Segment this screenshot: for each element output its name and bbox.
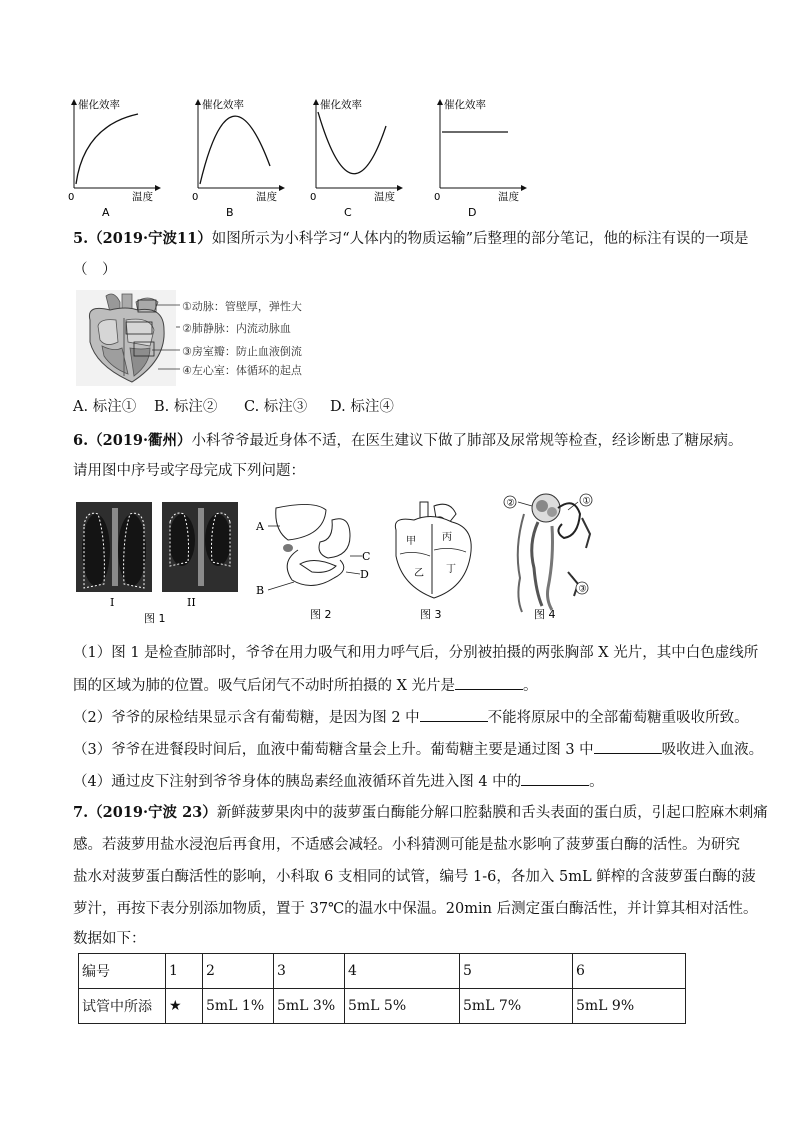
fig4-label-2: ② — [506, 498, 515, 509]
q7-line3: 盐水对菠萝蛋白酶活性的影响，小科取 6 支相同的试管，编号 1-6，各加入 5mL 鲜榨的含菠萝蛋白酶的菠 — [73, 869, 756, 885]
x-axis-label: 温度 — [256, 191, 277, 203]
q6-sub2-tail: 不能将原尿中的全部葡萄糖重吸收所致。 — [487, 710, 749, 726]
q6-sub1-end: 。 — [523, 678, 538, 694]
fig3-label-bing: 丙 — [442, 532, 452, 543]
figure-1-xray — [76, 500, 242, 624]
table-cell: 4 — [345, 954, 460, 989]
option-chart-b — [192, 98, 284, 219]
fig2-label-a: A — [256, 520, 264, 533]
table-row-header — [79, 954, 686, 989]
q6-sub2-text: （2）爷爷的尿检结果显示含有葡萄糖，是因为图 2 中 — [73, 710, 420, 726]
option-label: A — [102, 206, 110, 219]
q5-option-d: D. 标注④ — [330, 399, 394, 415]
q6-sub3 — [73, 739, 763, 760]
q6-sub4-text: （4）通过皮下注射到爷爷身体的胰岛素经血液循环首先进入图 4 中的 — [73, 774, 522, 790]
table-cell: ★ — [166, 989, 203, 1024]
q6-sub1-line2 — [73, 675, 538, 696]
q5-option-a: A. 标注① — [73, 399, 137, 415]
fig1-label-i: I — [110, 596, 115, 609]
q7-line5: 数据如下： — [73, 931, 146, 947]
y-axis-label: 催化效率 — [78, 99, 120, 111]
table-cell: 2 — [203, 954, 274, 989]
x-axis-label: 温度 — [374, 191, 395, 203]
fig3-label-ding: 丁 — [446, 564, 456, 575]
fig2-label-d: D — [360, 568, 369, 581]
fig3-label-yi: 乙 — [414, 568, 424, 579]
figure-2-digestive — [254, 500, 374, 624]
fig1-label-ii: II — [187, 596, 196, 609]
option-charts — [60, 96, 530, 220]
answer-blank-1[interactable] — [455, 675, 523, 690]
q5-paren: （ ） — [73, 262, 117, 278]
option-chart-c — [310, 98, 402, 219]
q6-line2: 请用图中序号或字母完成下列问题： — [73, 463, 305, 479]
fig2-label-b: B — [256, 584, 265, 597]
option-label: D — [468, 206, 477, 219]
q7-line2: 感。若菠萝用盐水浸泡后再食用，不适感会减轻。小科猜测可能是盐水影响了菠萝蛋白酶的活性。为研究 — [73, 837, 740, 853]
q5-number: 5.（2019·宁波11） — [73, 230, 212, 247]
table-cell: 试管中所添 — [79, 989, 166, 1024]
series-line — [318, 112, 386, 174]
q7-stem — [73, 803, 768, 823]
fig4-caption: 图 4 — [534, 608, 556, 621]
series-line — [76, 114, 138, 184]
x-axis-label: 温度 — [498, 191, 519, 203]
heart-label-4: ④左心室：体循环的起点 — [182, 364, 302, 377]
table-cell: 5mL 5% — [345, 989, 460, 1024]
table-cell: 5mL 3% — [274, 989, 345, 1024]
table-cell: 6 — [573, 954, 686, 989]
fig1-caption: 图 1 — [144, 612, 166, 624]
q5-text: 如图所示为小科学习“人体内的物质运输”后整理的部分笔记，他的标注有误的一项是 — [211, 231, 749, 247]
table-cell: 5mL 9% — [573, 989, 686, 1024]
q6-sub4 — [73, 771, 604, 792]
q6-sub2 — [73, 707, 749, 728]
x-axis-label: 温度 — [132, 191, 153, 203]
fig4-label-1: ① — [582, 496, 591, 507]
table-cell: 5 — [460, 954, 573, 989]
q7-line1: 新鲜菠萝果肉中的菠萝蛋白酶能分解口腔黏膜和舌头表面的蛋白质，引起口腔麻木刺痛 — [216, 805, 768, 821]
figure-3-heart — [384, 500, 480, 624]
fig3-label-jia: 甲 — [406, 536, 416, 547]
q7-data-table — [78, 953, 686, 1024]
y-axis-label: 催化效率 — [320, 99, 362, 111]
table-cell: 1 — [166, 954, 203, 989]
fig2-caption: 图 2 — [310, 608, 332, 621]
figure-4-nephron — [498, 488, 606, 624]
q6-sub1-line1: （1）图 1 是检查肺部时，爷爷在用力吸气和用力呼气后，分别被拍摄的两张胸部 X 光片，其中白色虚线所 — [73, 645, 759, 661]
q6-stem — [73, 431, 743, 451]
option-label: B — [226, 206, 234, 219]
option-chart-a — [68, 98, 160, 219]
heart-label-3: ③房室瓣：防止血液倒流 — [182, 345, 302, 358]
y-axis-label: 催化效率 — [444, 99, 486, 111]
table-row — [79, 989, 686, 1024]
answer-blank-3[interactable] — [594, 739, 662, 754]
origin-label: 0 — [434, 192, 441, 203]
y-axis-label: 催化效率 — [202, 99, 244, 111]
q6-number: 6.（2019·衢州） — [73, 432, 192, 449]
fig2-label-c: C — [362, 550, 371, 563]
origin-label: 0 — [68, 192, 75, 203]
fig4-label-3: ③ — [578, 584, 587, 595]
origin-label: 0 — [192, 192, 199, 203]
table-cell: 5mL 7% — [460, 989, 573, 1024]
heart-label-2: ②肺静脉：内流动脉血 — [182, 322, 291, 335]
q7-line4: 萝汁，再按下表分别添加物质，置于 37℃的温水中保温。20min 后测定蛋白酶活性，并计算其相对活性。 — [73, 901, 758, 917]
series-line — [200, 116, 270, 184]
answer-blank-2[interactable] — [420, 707, 488, 722]
heart-leader-lines — [150, 296, 184, 376]
q5-option-c: C. 标注③ — [244, 399, 308, 415]
answer-blank-4[interactable] — [521, 771, 589, 786]
heart-label-1: ①动脉：管壁厚，弹性大 — [182, 300, 302, 313]
option-label: C — [344, 206, 352, 219]
q6-sub4-end: 。 — [589, 774, 604, 790]
q6-text: 小科爷爷最近身体不适，在医生建议下做了肺部及尿常规等检查，经诊断患了糖尿病。 — [191, 433, 743, 449]
q6-sub3-text: （3）爷爷在进餐段时间后，血液中葡萄糖含量会上升。葡萄糖主要是通过图 3 中 — [73, 742, 594, 758]
q6-sub3-tail: 吸收进入血液。 — [661, 742, 764, 758]
table-cell: 3 — [274, 954, 345, 989]
q6-sub1-text: 围的区域为肺的位置。吸气后闭气不动时所拍摄的 X 光片是 — [73, 678, 456, 694]
table-cell: 编号 — [79, 954, 166, 989]
q7-number: 7.（2019·宁波 23） — [73, 804, 217, 821]
q5-stem — [73, 229, 749, 249]
origin-label: 0 — [310, 192, 317, 203]
fig3-caption: 图 3 — [420, 608, 442, 621]
q5-option-b: B. 标注② — [154, 399, 218, 415]
option-chart-d — [434, 98, 526, 219]
table-cell: 5mL 1% — [203, 989, 274, 1024]
